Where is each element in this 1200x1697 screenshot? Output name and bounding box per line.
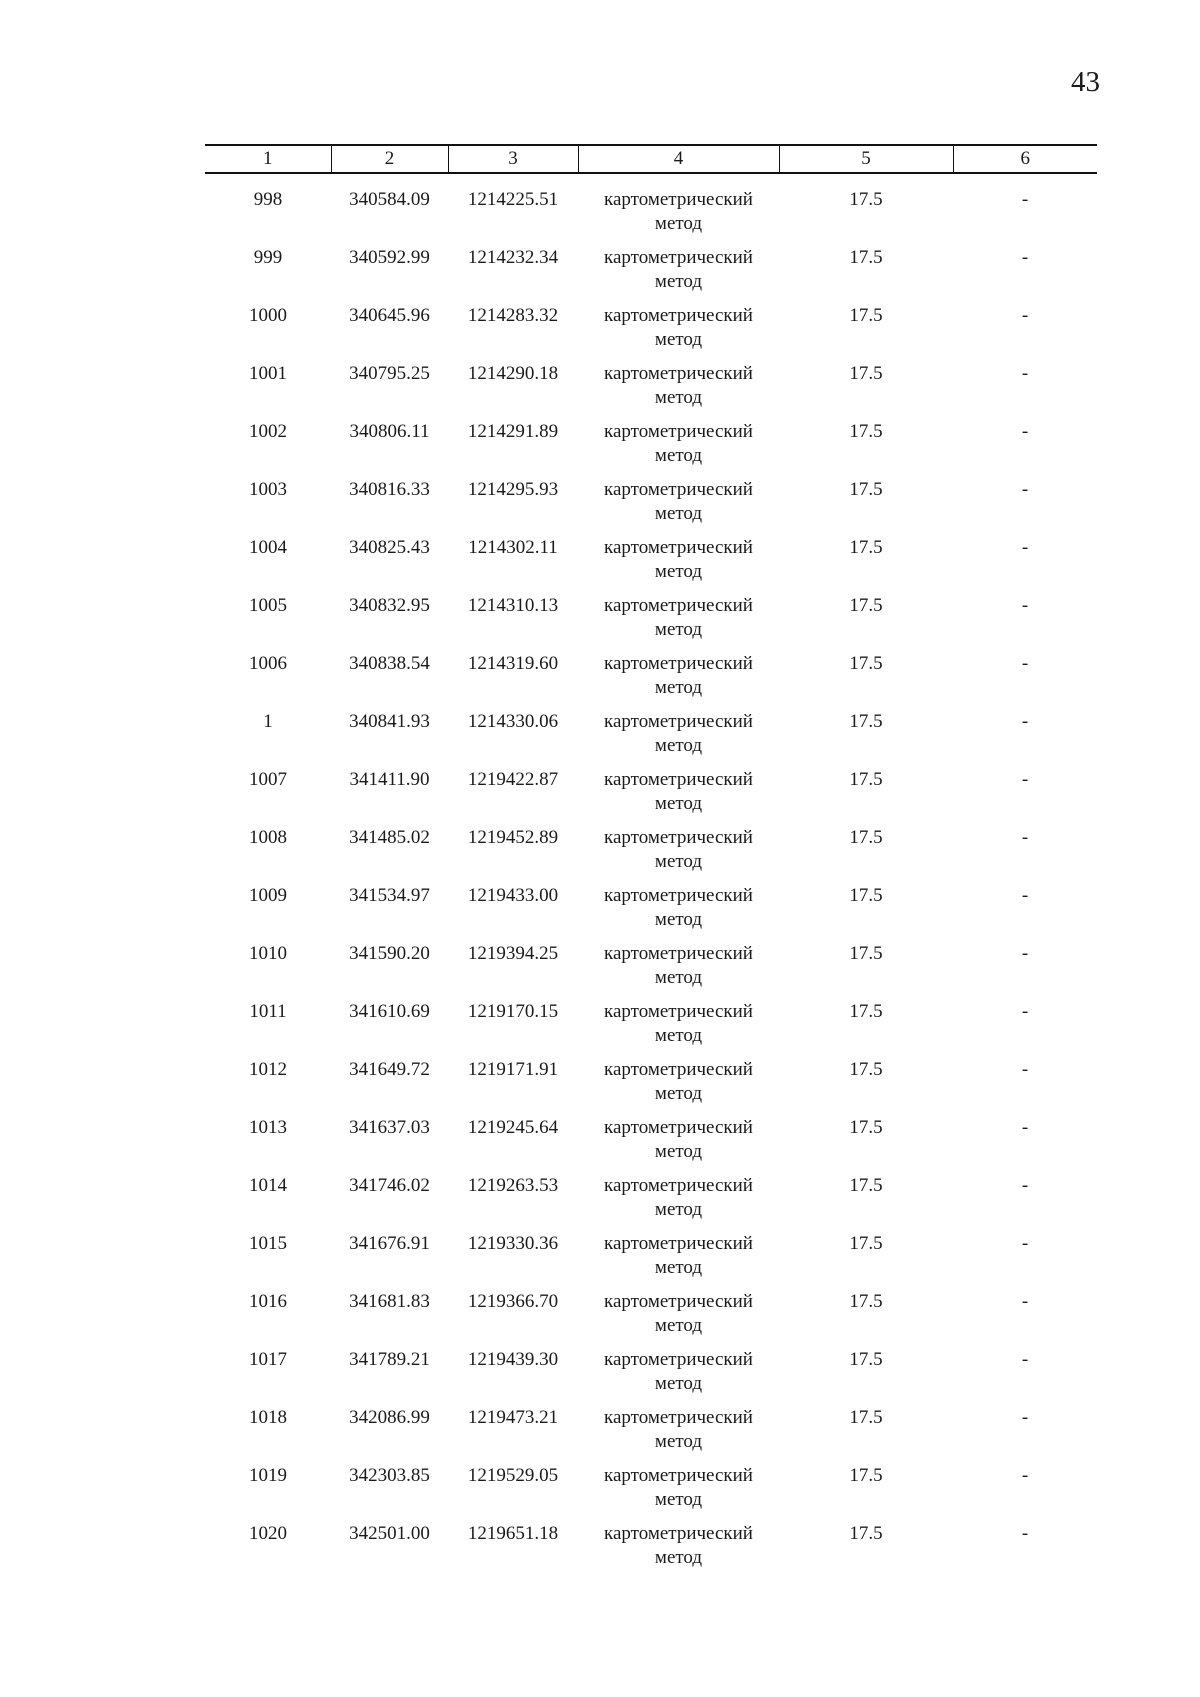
x-coordinate-cell: 341411.90: [349, 769, 430, 790]
method-line-2: метод: [654, 561, 703, 582]
method-line-2: метод: [654, 1489, 703, 1510]
accuracy-cell: 17.5: [849, 1117, 883, 1138]
method-line-2: метод: [654, 1141, 703, 1162]
method-line-1: картометрический: [604, 363, 753, 384]
note-cell: -: [1021, 1117, 1029, 1138]
table-row: [205, 826, 1097, 884]
accuracy-cell: 17.5: [849, 943, 883, 964]
method-cell: [578, 362, 779, 420]
note-cell: -: [1021, 1407, 1029, 1428]
table-row: [205, 594, 1097, 652]
method-line-1: картометрический: [604, 1117, 753, 1138]
point-number-cell: 1001: [249, 363, 287, 384]
table-row: [205, 1174, 1097, 1232]
accuracy-cell: 17.5: [849, 1523, 883, 1544]
x-coordinate-cell: 342303.85: [349, 1465, 430, 1486]
note-cell: -: [1021, 1175, 1029, 1196]
x-coordinate-cell: 340841.93: [349, 711, 430, 732]
header-col-1: 1: [205, 145, 331, 173]
point-number-cell: 1019: [249, 1465, 287, 1486]
method-line-2: метод: [654, 677, 703, 698]
method-line-1: картометрический: [604, 827, 753, 848]
table-row: [205, 420, 1097, 478]
x-coordinate-cell: 340825.43: [349, 537, 430, 558]
method-line-1: картометрический: [604, 479, 753, 500]
note-cell: -: [1021, 189, 1029, 210]
x-coordinate-cell: 340806.11: [349, 421, 430, 442]
note-cell: -: [1021, 1349, 1029, 1370]
table-row: [205, 362, 1097, 420]
method-line-1: картометрический: [604, 1407, 753, 1428]
method-cell: [578, 1000, 779, 1058]
x-coordinate-cell: 342501.00: [349, 1523, 430, 1544]
y-coordinate-cell: 1219245.64: [467, 1117, 559, 1138]
x-coordinate-cell: 341590.20: [349, 943, 430, 964]
y-coordinate-cell: 1219439.30: [467, 1349, 559, 1370]
y-coordinate-cell: 1219171.91: [467, 1059, 559, 1080]
accuracy-cell: 17.5: [849, 479, 883, 500]
point-number-cell: 1007: [249, 769, 287, 790]
point-number-cell: 1015: [249, 1233, 287, 1254]
note-cell: -: [1021, 537, 1029, 558]
accuracy-cell: 17.5: [849, 1349, 883, 1370]
method-cell: [578, 478, 779, 536]
accuracy-cell: 17.5: [849, 1001, 883, 1022]
method-line-2: метод: [654, 619, 703, 640]
accuracy-cell: 17.5: [849, 247, 883, 268]
method-line-2: метод: [654, 503, 703, 524]
point-number-cell: 1004: [249, 537, 287, 558]
method-line-2: метод: [654, 445, 703, 466]
x-coordinate-cell: 341789.21: [349, 1349, 430, 1370]
point-number-cell: 999: [253, 247, 283, 268]
table-row: [205, 942, 1097, 1000]
method-cell: [578, 1174, 779, 1232]
method-line-1: картометрический: [604, 595, 753, 616]
x-coordinate-cell: 342086.99: [349, 1407, 430, 1428]
x-coordinate-cell: 340592.99: [349, 247, 430, 268]
accuracy-cell: 17.5: [849, 537, 883, 558]
method-cell: [578, 1348, 779, 1406]
y-coordinate-cell: 1214319.60: [467, 653, 559, 674]
y-coordinate-cell: 1214291.89: [467, 421, 559, 442]
method-cell: [578, 1116, 779, 1174]
table-row: [205, 246, 1097, 304]
method-line-1: картометрический: [604, 769, 753, 790]
note-cell: -: [1021, 1001, 1029, 1022]
accuracy-cell: 17.5: [849, 653, 883, 674]
y-coordinate-cell: 1214283.32: [467, 305, 559, 326]
accuracy-cell: 17.5: [849, 1233, 883, 1254]
method-line-2: метод: [654, 1547, 703, 1568]
x-coordinate-cell: 341637.03: [349, 1117, 430, 1138]
x-coordinate-cell: 340584.09: [349, 189, 430, 210]
method-cell: [578, 594, 779, 652]
y-coordinate-cell: 1214225.51: [467, 189, 559, 210]
method-line-1: картометрический: [604, 421, 753, 442]
note-cell: -: [1021, 885, 1029, 906]
note-cell: -: [1021, 769, 1029, 790]
point-number-cell: 1016: [249, 1291, 287, 1312]
method-line-2: метод: [654, 1199, 703, 1220]
method-line-2: метод: [654, 1257, 703, 1278]
method-cell: [578, 536, 779, 594]
point-number-cell: 1011: [249, 1001, 287, 1022]
header-col-3: 3: [448, 145, 578, 173]
method-cell: [578, 768, 779, 826]
method-cell: [578, 1058, 779, 1116]
note-cell: -: [1021, 363, 1029, 384]
y-coordinate-cell: 1214290.18: [467, 363, 559, 384]
table-row: [205, 1464, 1097, 1522]
table-row: [205, 478, 1097, 536]
point-number-cell: 1014: [249, 1175, 287, 1196]
y-coordinate-cell: 1214302.11: [468, 537, 558, 558]
method-cell: [578, 304, 779, 362]
table-row: [205, 536, 1097, 594]
accuracy-cell: 17.5: [849, 1059, 883, 1080]
header-col-2: 2: [331, 145, 448, 173]
y-coordinate-cell: 1214310.13: [467, 595, 559, 616]
method-cell: [578, 173, 779, 246]
coordinates-table: [205, 144, 1097, 1580]
x-coordinate-cell: 341610.69: [349, 1001, 430, 1022]
method-cell: [578, 826, 779, 884]
method-line-1: картометрический: [604, 711, 753, 732]
y-coordinate-cell: 1219529.05: [467, 1465, 559, 1486]
note-cell: -: [1021, 595, 1029, 616]
x-coordinate-cell: 340838.54: [349, 653, 430, 674]
point-number-cell: 1008: [249, 827, 287, 848]
accuracy-cell: 17.5: [849, 363, 883, 384]
x-coordinate-cell: 341534.97: [349, 885, 430, 906]
y-coordinate-cell: 1214295.93: [467, 479, 559, 500]
method-line-1: картометрический: [604, 653, 753, 674]
point-number-cell: 1003: [249, 479, 287, 500]
method-line-2: метод: [654, 1083, 703, 1104]
table-header: [205, 145, 1097, 173]
note-cell: -: [1021, 943, 1029, 964]
method-line-1: картометрический: [604, 1465, 753, 1486]
method-line-2: метод: [654, 387, 703, 408]
method-line-1: картометрический: [604, 1001, 753, 1022]
table-row: [205, 1290, 1097, 1348]
method-line-1: картометрический: [604, 1175, 753, 1196]
point-number-cell: 1010: [249, 943, 287, 964]
table-row: [205, 173, 1097, 246]
accuracy-cell: 17.5: [849, 421, 883, 442]
y-coordinate-cell: 1219394.25: [467, 943, 559, 964]
table-row: [205, 1232, 1097, 1290]
accuracy-cell: 17.5: [849, 189, 883, 210]
accuracy-cell: 17.5: [849, 769, 883, 790]
point-number-cell: 1: [263, 711, 273, 732]
y-coordinate-cell: 1219433.00: [467, 885, 559, 906]
note-cell: -: [1021, 1233, 1029, 1254]
table-row: [205, 1406, 1097, 1464]
method-line-1: картометрический: [604, 537, 753, 558]
y-coordinate-cell: 1219452.89: [467, 827, 559, 848]
header-col-6: 6: [953, 145, 1097, 173]
point-number-cell: 1009: [249, 885, 287, 906]
method-cell: [578, 884, 779, 942]
point-number-cell: 1005: [249, 595, 287, 616]
table-row: [205, 1522, 1097, 1580]
accuracy-cell: 17.5: [849, 827, 883, 848]
y-coordinate-cell: 1219330.36: [467, 1233, 559, 1254]
note-cell: -: [1021, 1291, 1029, 1312]
method-line-2: метод: [654, 1431, 703, 1452]
method-cell: [578, 652, 779, 710]
method-cell: [578, 1290, 779, 1348]
x-coordinate-cell: 340795.25: [349, 363, 430, 384]
x-coordinate-cell: 341485.02: [349, 827, 430, 848]
note-cell: -: [1021, 247, 1029, 268]
point-number-cell: 1012: [249, 1059, 287, 1080]
accuracy-cell: 17.5: [849, 1465, 883, 1486]
table-row: [205, 884, 1097, 942]
point-number-cell: 1013: [249, 1117, 287, 1138]
point-number-cell: 998: [253, 189, 283, 210]
y-coordinate-cell: 1219473.21: [467, 1407, 559, 1428]
point-number-cell: 1018: [249, 1407, 287, 1428]
method-line-2: метод: [654, 1315, 703, 1336]
table-row: [205, 1348, 1097, 1406]
table-row: [205, 1058, 1097, 1116]
x-coordinate-cell: 341746.02: [349, 1175, 430, 1196]
point-number-cell: 1002: [249, 421, 287, 442]
method-line-2: метод: [654, 213, 703, 234]
y-coordinate-cell: 1219263.53: [467, 1175, 559, 1196]
method-line-2: метод: [654, 909, 703, 930]
method-cell: [578, 1232, 779, 1290]
method-cell: [578, 246, 779, 304]
accuracy-cell: 17.5: [849, 1407, 883, 1428]
method-line-1: картометрический: [604, 189, 753, 210]
method-cell: [578, 710, 779, 768]
y-coordinate-cell: 1214330.06: [467, 711, 559, 732]
table-row: [205, 652, 1097, 710]
point-number-cell: 1000: [249, 305, 287, 326]
method-line-2: метод: [654, 329, 703, 350]
x-coordinate-cell: 340816.33: [349, 479, 430, 500]
method-line-2: метод: [654, 735, 703, 756]
note-cell: -: [1021, 827, 1029, 848]
method-cell: [578, 420, 779, 478]
method-cell: [578, 1522, 779, 1580]
accuracy-cell: 17.5: [849, 1175, 883, 1196]
note-cell: -: [1021, 1465, 1029, 1486]
page-number: 43: [1071, 66, 1100, 98]
table-row: [205, 710, 1097, 768]
y-coordinate-cell: 1219422.87: [467, 769, 559, 790]
accuracy-cell: 17.5: [849, 305, 883, 326]
table-row: [205, 1000, 1097, 1058]
x-coordinate-cell: 340832.95: [349, 595, 430, 616]
method-line-1: картометрический: [604, 1349, 753, 1370]
note-cell: -: [1021, 479, 1029, 500]
accuracy-cell: 17.5: [849, 595, 883, 616]
y-coordinate-cell: 1219170.15: [467, 1001, 559, 1022]
method-cell: [578, 1464, 779, 1522]
point-number-cell: 1020: [249, 1523, 287, 1544]
note-cell: -: [1021, 711, 1029, 732]
table-row: [205, 768, 1097, 826]
method-cell: [578, 942, 779, 1000]
accuracy-cell: 17.5: [849, 885, 883, 906]
x-coordinate-cell: 341649.72: [349, 1059, 430, 1080]
accuracy-cell: 17.5: [849, 1291, 883, 1312]
method-line-2: метод: [654, 851, 703, 872]
method-line-2: метод: [654, 1373, 703, 1394]
note-cell: -: [1021, 653, 1029, 674]
y-coordinate-cell: 1214232.34: [467, 247, 559, 268]
x-coordinate-cell: 341681.83: [349, 1291, 430, 1312]
y-coordinate-cell: 1219651.18: [467, 1523, 559, 1544]
x-coordinate-cell: 341676.91: [349, 1233, 430, 1254]
header-row: [205, 145, 1097, 173]
table-row: [205, 304, 1097, 362]
note-cell: -: [1021, 421, 1029, 442]
table-body: [205, 173, 1097, 1580]
y-coordinate-cell: 1219366.70: [467, 1291, 559, 1312]
point-number-cell: 1006: [249, 653, 287, 674]
method-line-2: метод: [654, 1025, 703, 1046]
method-line-2: метод: [654, 793, 703, 814]
method-line-1: картометрический: [604, 1233, 753, 1254]
method-line-1: картометрический: [604, 1291, 753, 1312]
method-line-1: картометрический: [604, 885, 753, 906]
method-line-1: картометрический: [604, 943, 753, 964]
method-line-1: картометрический: [604, 1523, 753, 1544]
method-line-1: картометрический: [604, 1059, 753, 1080]
method-line-1: картометрический: [604, 247, 753, 268]
method-line-2: метод: [654, 967, 703, 988]
point-number-cell: 1017: [249, 1349, 287, 1370]
method-line-1: картометрический: [604, 305, 753, 326]
method-line-2: метод: [654, 271, 703, 292]
accuracy-cell: 17.5: [849, 711, 883, 732]
note-cell: -: [1021, 1523, 1029, 1544]
note-cell: -: [1021, 1059, 1029, 1080]
header-col-5: 5: [779, 145, 953, 173]
method-cell: [578, 1406, 779, 1464]
header-col-4: 4: [578, 145, 779, 173]
x-coordinate-cell: 340645.96: [349, 305, 430, 326]
note-cell: -: [1021, 305, 1029, 326]
table-row: [205, 1116, 1097, 1174]
